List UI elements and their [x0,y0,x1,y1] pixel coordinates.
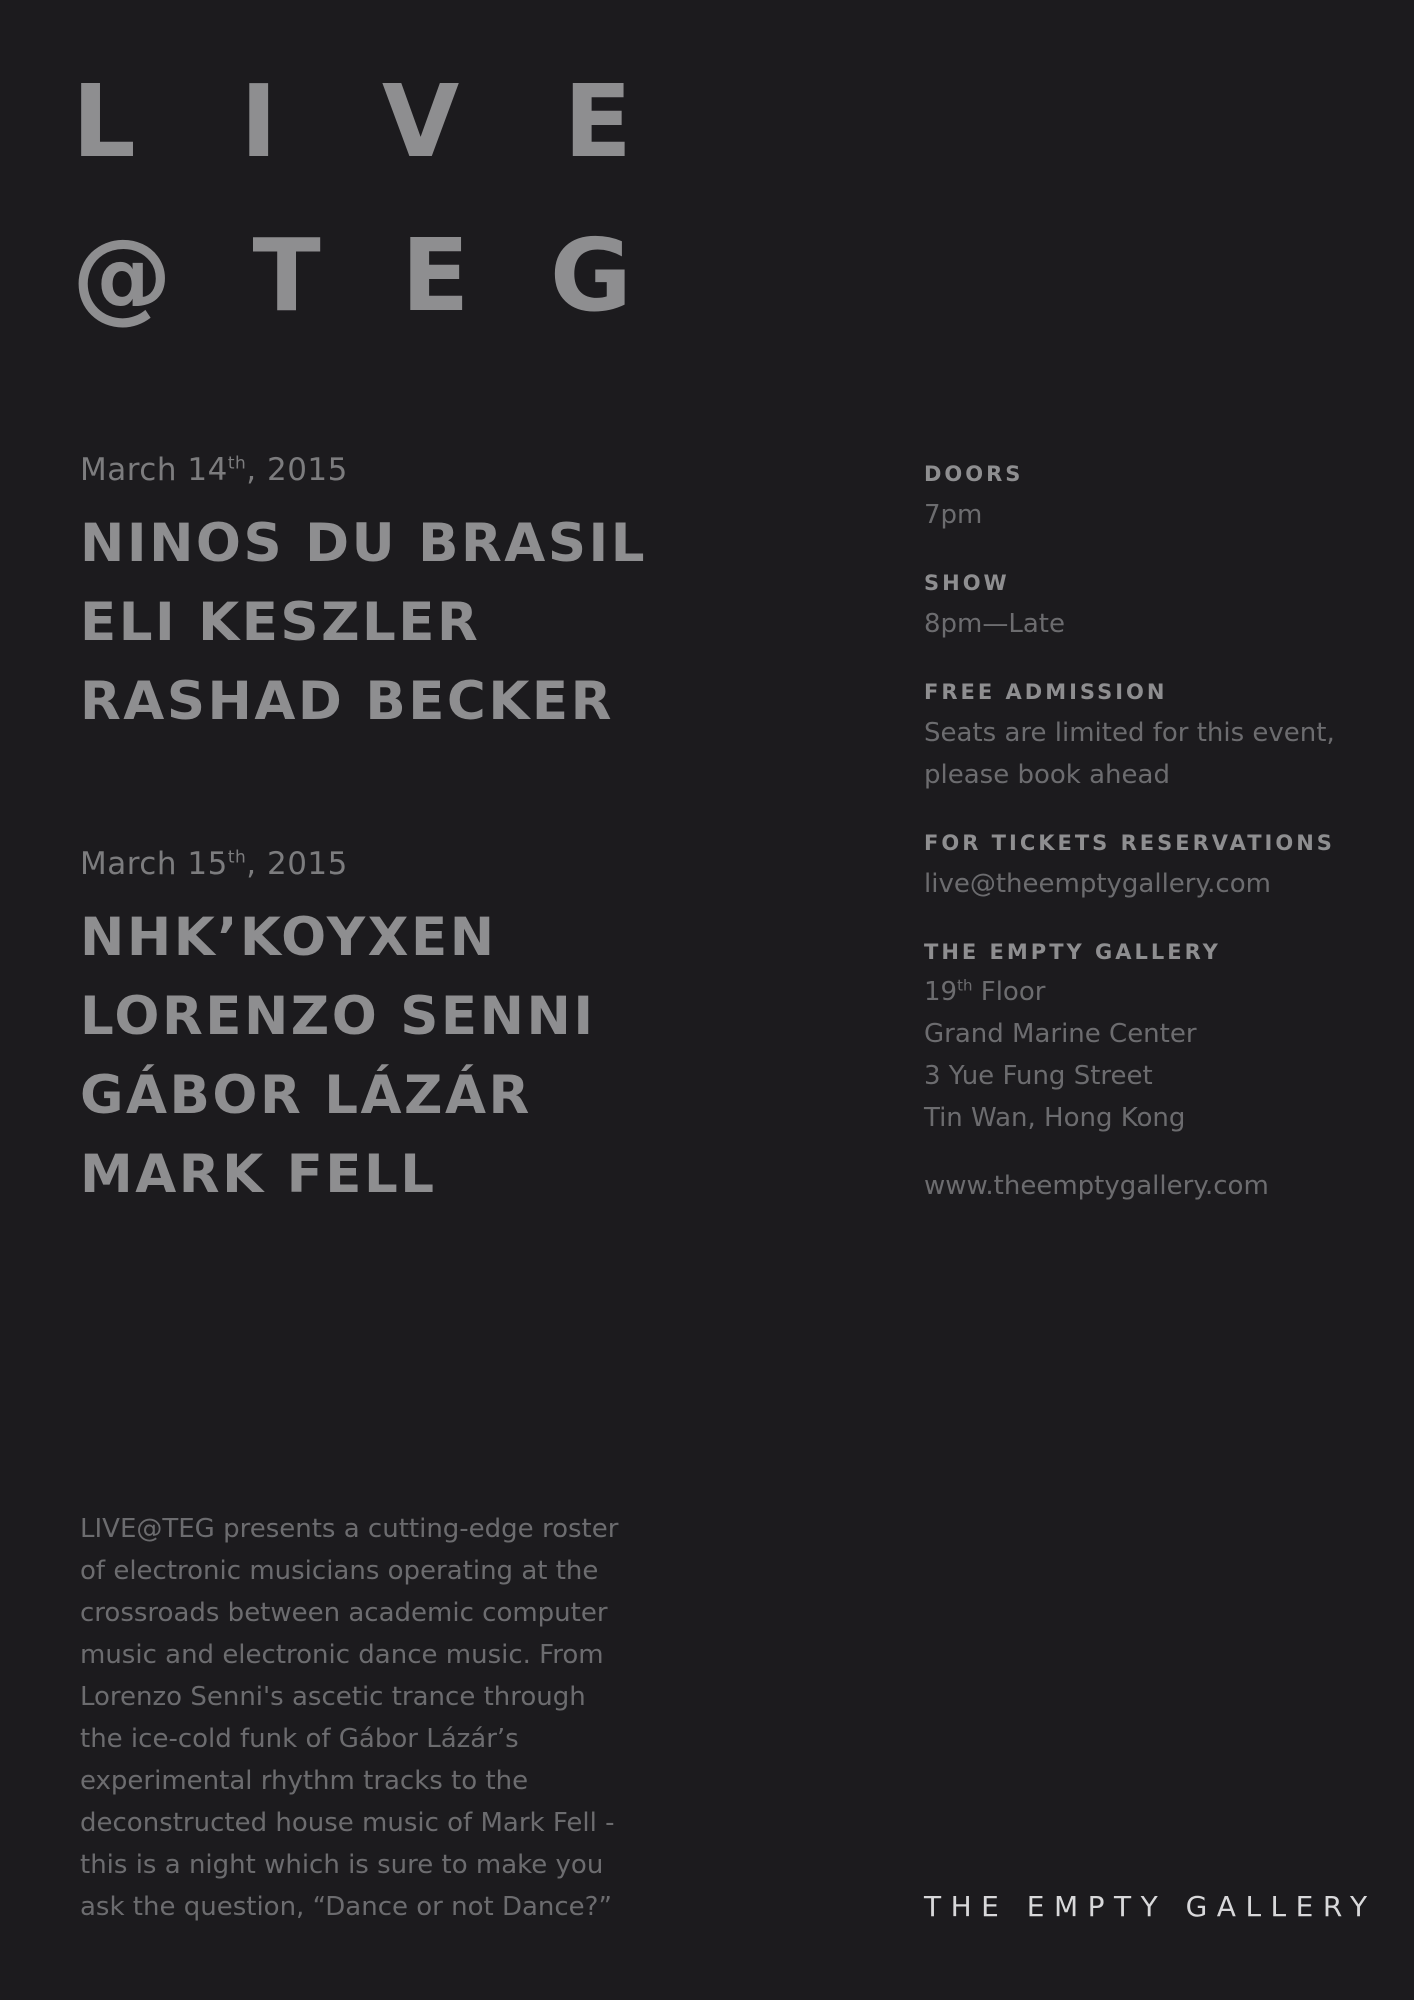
brand-logo: THE EMPTY GALLERY [924,1890,1377,1923]
description-line: ask the question, “Dance or not Dance?” [80,1892,612,1922]
description-line: of electronic musicians operating at the [80,1556,599,1586]
title-letter: G [549,217,632,334]
address-line: Grand Marine Center [924,1019,1197,1049]
admission-line: Seats are limited for this event, [924,718,1335,748]
artist-name: NINOS DU BRASIL [80,513,647,574]
website-link[interactable]: www.theemptygallery.com [924,1171,1269,1201]
date-day: March 14 [80,452,228,488]
date-year: , 2015 [246,452,348,488]
title-letter: V [381,63,460,180]
description-line: this is a night which is sure to make you [80,1850,604,1880]
title-letter: I [240,63,278,180]
title-letter: E [563,63,632,180]
address-line: Tin Wan, Hong Kong [924,1103,1186,1133]
artist-list [80,504,647,741]
show-label: SHOW [924,571,1010,595]
date-suffix: th [227,453,247,474]
description-line: the ice-cold funk of Gábor Lázár’s [80,1724,519,1754]
event-date [80,846,348,882]
date-year: , 2015 [246,846,348,882]
floor-word: Floor [972,977,1046,1007]
description-line: LIVE@TEG presents a cutting-edge roster [80,1514,619,1544]
title-letter: T [252,217,321,334]
description-line: deconstructed house music of Mark Fell - [80,1808,615,1838]
title-live [72,63,632,180]
description-line: crossroads between academic computer [80,1598,608,1628]
description-line: music and electronic dance music. From [80,1640,604,1670]
doors-label: DOORS [924,462,1024,486]
title-letter: L [72,63,136,180]
artist-name: LORENZO SENNI [80,986,596,1047]
description-line: Lorenzo Senni's ascetic trance through [80,1682,586,1712]
title-teg [72,217,632,334]
show-time: 8pm—Late [924,609,1065,639]
event-date [80,452,348,488]
artist-name: GÁBOR LÁZÁR [80,1065,532,1126]
floor-number: 19 [924,977,958,1007]
title-letter: E [401,217,470,334]
artist-name: NHK’KOYXEN [80,907,497,968]
title-letter: @ [72,217,172,334]
artist-list [80,898,596,1214]
admission-line: please book ahead [924,760,1170,790]
description-line: experimental rhythm tracks to the [80,1766,529,1796]
floor-suffix: th [957,976,973,995]
gallery-address [924,971,1197,1139]
admission-note [924,712,1335,796]
artist-name: MARK FELL [80,1144,437,1205]
description [80,1508,690,1928]
tickets-label: FOR TICKETS RESERVATIONS [924,831,1335,855]
address-line [924,971,1197,1013]
address-line: 3 Yue Fung Street [924,1061,1153,1091]
gallery-label: THE EMPTY GALLERY [924,940,1221,964]
admission-label: FREE ADMISSION [924,680,1168,704]
tickets-email-link[interactable]: live@theemptygallery.com [924,869,1271,899]
date-day: March 15 [80,846,228,882]
date-suffix: th [227,847,247,868]
artist-name: RASHAD BECKER [80,671,614,732]
doors-time: 7pm [924,500,983,530]
artist-name: ELI KESZLER [80,592,481,653]
